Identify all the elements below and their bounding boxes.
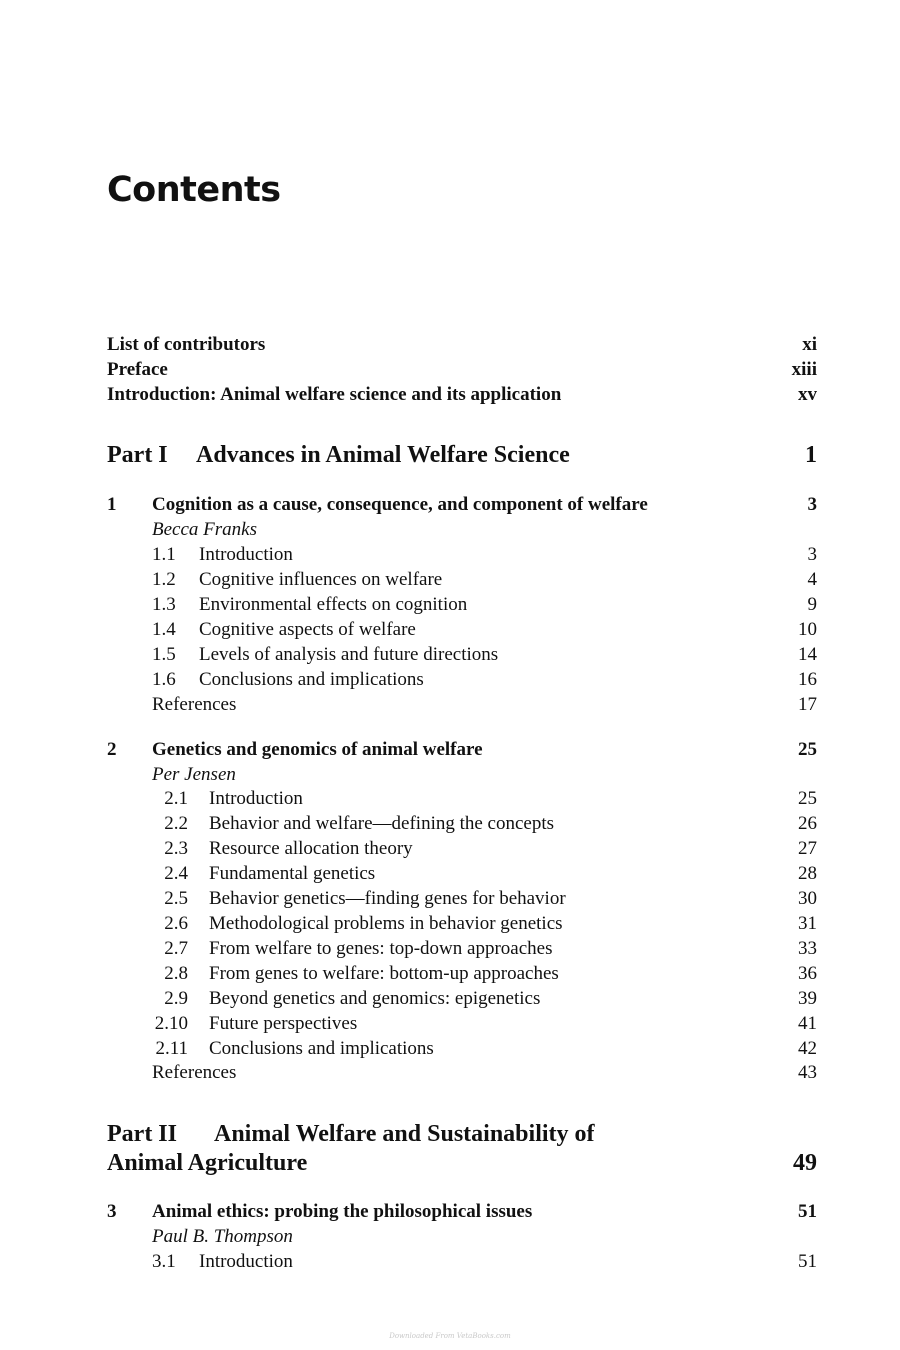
part-title: Animal Welfare and Sustainability of — [214, 1121, 595, 1147]
section-number: 1.5 — [152, 644, 176, 665]
part-title-continued: Animal Agriculture — [107, 1150, 308, 1176]
toc-section-entry[interactable] — [107, 786, 817, 811]
toc-references-entry[interactable] — [107, 692, 817, 717]
toc-references-entry[interactable] — [107, 1060, 817, 1085]
section-number: 2.10 — [154, 1013, 188, 1034]
toc-section-entry[interactable] — [107, 567, 817, 592]
toc-front-entry[interactable] — [107, 332, 817, 357]
chapter-author — [107, 517, 817, 542]
references-label: References — [152, 694, 237, 715]
toc-page-number: 9 — [807, 594, 817, 615]
toc-chapter-entry[interactable] — [107, 1199, 817, 1224]
toc-page-number: 1 — [805, 442, 817, 468]
toc-page-number: 42 — [798, 1038, 817, 1059]
toc-page-number: 3 — [807, 494, 817, 515]
section-title: Introduction — [199, 544, 293, 565]
section-title: Introduction — [209, 788, 303, 809]
toc-page-number: 26 — [798, 813, 817, 834]
page-title: Contents — [107, 170, 281, 210]
section-number: 1.2 — [152, 569, 176, 590]
section-title: Behavior genetics—finding genes for behavior — [209, 888, 566, 909]
toc-section-entry[interactable] — [107, 961, 817, 986]
section-number: 2.9 — [164, 988, 188, 1009]
chapter-title: Cognition as a cause, consequence, and component of welfare — [152, 494, 648, 515]
toc-page-number: 4 — [807, 569, 817, 590]
author-name: Becca Franks — [152, 519, 257, 540]
toc-entry-title: Preface — [107, 359, 168, 380]
toc-page-number: 28 — [798, 863, 817, 884]
toc-page-number: 30 — [798, 888, 817, 909]
toc-page-number: xv — [798, 384, 817, 405]
section-title: Conclusions and implications — [209, 1038, 434, 1059]
section-title: Cognitive aspects of welfare — [199, 619, 416, 640]
toc-section-entry[interactable] — [107, 617, 817, 642]
section-title: Behavior and welfare—defining the concepts — [209, 813, 555, 834]
section-title: From welfare to genes: top-down approaches — [209, 938, 553, 959]
toc-chapter-entry[interactable] — [107, 492, 817, 517]
section-title: From genes to welfare: bottom-up approaches — [209, 963, 559, 984]
toc-section-entry[interactable] — [107, 592, 817, 617]
author-name: Paul B. Thompson — [152, 1226, 293, 1247]
toc-section-entry[interactable] — [107, 1036, 817, 1061]
section-number: 2.2 — [164, 813, 188, 834]
toc-section-entry[interactable] — [107, 911, 817, 936]
section-number: 2.7 — [164, 938, 188, 959]
toc-section-entry[interactable] — [107, 1249, 817, 1274]
references-label: References — [152, 1062, 237, 1083]
section-number: 2.11 — [155, 1038, 188, 1059]
section-number: 1.3 — [152, 594, 176, 615]
toc-entry-title: Introduction: Animal welfare science and its application — [107, 384, 562, 405]
part-label: Part I — [107, 442, 168, 468]
toc-entry-title: List of contributors — [107, 334, 266, 355]
section-number: 2.6 — [164, 913, 188, 934]
download-watermark: Downloaded From VetaBooks.com — [389, 1332, 511, 1340]
section-title: Beyond genetics and genomics: epigenetics — [209, 988, 541, 1009]
toc-section-entry[interactable] — [107, 836, 817, 861]
section-number: 2.4 — [164, 863, 188, 884]
toc-page-number: 31 — [798, 913, 817, 934]
part-label: Part II — [107, 1121, 177, 1147]
section-title: Fundamental genetics — [209, 863, 376, 884]
chapter-title: Animal ethics: probing the philosophical issues — [152, 1201, 533, 1222]
chapter-number: 3 — [107, 1201, 117, 1222]
section-title: Cognitive influences on welfare — [199, 569, 443, 590]
toc-page-number: 16 — [798, 669, 817, 690]
toc-page-number: 3 — [807, 544, 817, 565]
section-title: Methodological problems in behavior genetics — [209, 913, 563, 934]
toc-section-entry[interactable] — [107, 936, 817, 961]
section-number: 1.4 — [152, 619, 176, 640]
section-number: 1.1 — [152, 544, 176, 565]
toc-page-number: 51 — [798, 1251, 817, 1272]
part-title: Advances in Animal Welfare Science — [196, 442, 570, 468]
toc-page-number: 49 — [793, 1150, 817, 1176]
toc-section-entry[interactable] — [107, 542, 817, 567]
toc-section-entry[interactable] — [107, 861, 817, 886]
chapter-number: 1 — [107, 494, 117, 515]
section-number: 1.6 — [152, 669, 176, 690]
toc-page-number: 41 — [798, 1013, 817, 1034]
toc-part-heading[interactable] — [107, 440, 817, 470]
toc-front-entry[interactable] — [107, 382, 817, 407]
toc-page-number: xi — [802, 334, 817, 355]
toc-page-number: 14 — [798, 644, 817, 665]
toc-page-number: xiii — [791, 359, 817, 380]
toc-section-entry[interactable] — [107, 811, 817, 836]
chapter-author — [107, 762, 817, 787]
section-title: Future perspectives — [209, 1013, 358, 1034]
toc-page-number: 33 — [798, 938, 817, 959]
toc-front-entry[interactable] — [107, 357, 817, 382]
toc-page-number: 27 — [798, 838, 817, 859]
section-title: Environmental effects on cognition — [199, 594, 468, 615]
toc-page-number: 25 — [798, 788, 817, 809]
toc-page-number: 39 — [798, 988, 817, 1009]
chapter-title: Genetics and genomics of animal welfare — [152, 739, 483, 760]
toc-chapter-entry[interactable] — [107, 737, 817, 762]
section-title: Resource allocation theory — [209, 838, 413, 859]
section-number: 2.3 — [164, 838, 188, 859]
section-number: 2.5 — [164, 888, 188, 909]
toc-page-number: 25 — [798, 739, 817, 760]
toc-page-number: 17 — [798, 694, 817, 715]
toc-part-heading[interactable] — [107, 1119, 817, 1149]
toc-section-entry[interactable] — [107, 1011, 817, 1036]
section-title: Conclusions and implications — [199, 669, 424, 690]
toc-section-entry[interactable] — [107, 667, 817, 692]
toc-page-number: 36 — [798, 963, 817, 984]
section-number: 2.8 — [164, 963, 188, 984]
toc-section-entry[interactable] — [107, 886, 817, 911]
toc-section-entry[interactable] — [107, 642, 817, 667]
chapter-number: 2 — [107, 739, 117, 760]
section-number: 2.1 — [164, 788, 188, 809]
toc-section-entry[interactable] — [107, 986, 817, 1011]
chapter-author — [107, 1224, 817, 1249]
toc-part-heading-continued[interactable] — [107, 1148, 817, 1178]
toc-page-number: 51 — [798, 1201, 817, 1222]
section-title: Levels of analysis and future directions — [199, 644, 499, 665]
author-name: Per Jensen — [152, 764, 236, 785]
section-title: Introduction — [199, 1251, 293, 1272]
section-number: 3.1 — [152, 1251, 176, 1272]
toc-page-number: 43 — [798, 1062, 817, 1083]
toc-page-number: 10 — [798, 619, 817, 640]
